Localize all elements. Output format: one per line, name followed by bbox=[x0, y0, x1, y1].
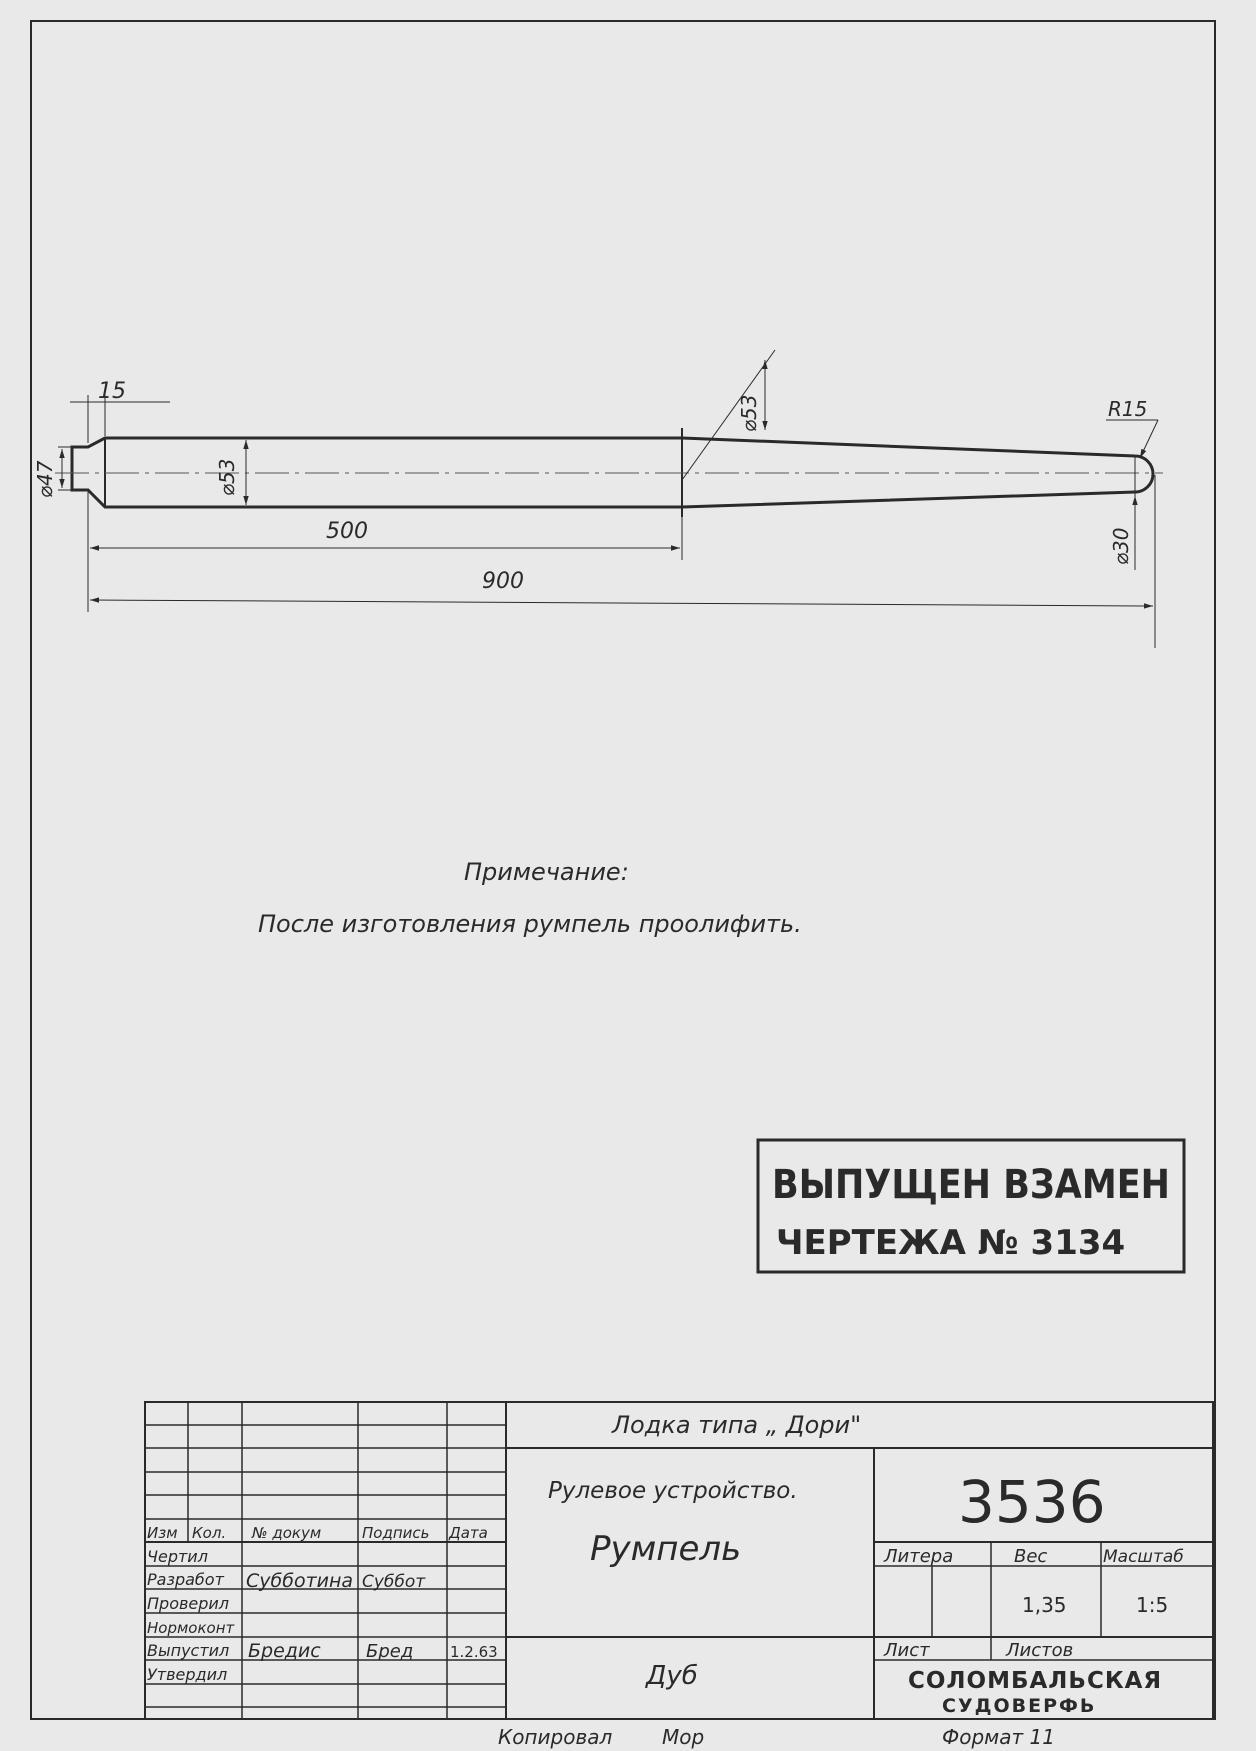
note-block bbox=[258, 858, 802, 938]
part-name: Румпель bbox=[590, 1529, 742, 1569]
tiller-view bbox=[33, 350, 1163, 648]
project-name: Лодка типа „ Дори" bbox=[612, 1411, 862, 1439]
dim-tip-radius-label: R15 bbox=[1108, 397, 1148, 421]
role-normokontrol: Нормоконт bbox=[147, 1619, 235, 1637]
footer bbox=[498, 1725, 1055, 1749]
header-sign: Подпись bbox=[362, 1524, 430, 1542]
header-date: Дата bbox=[449, 1524, 488, 1542]
org-line-1: СОЛОМБАЛЬСКАЯ bbox=[908, 1668, 1163, 1694]
copied-by-signature: Мор bbox=[662, 1725, 705, 1749]
role-utverdil: Утвердил bbox=[147, 1665, 228, 1684]
issuer-name: Бредис bbox=[248, 1640, 321, 1662]
litera-label: Литера bbox=[884, 1546, 954, 1567]
role-vypustil: Выпустил bbox=[147, 1641, 230, 1660]
dim-shaft-diameter-label: ⌀53 bbox=[215, 458, 239, 496]
weight-label: Вес bbox=[1014, 1546, 1048, 1567]
weight-value: 1,35 bbox=[1022, 1593, 1067, 1617]
role-razrabotal: Разработ bbox=[147, 1570, 224, 1589]
role-proveril: Проверил bbox=[147, 1594, 230, 1613]
copied-by-label: Копировал bbox=[498, 1725, 613, 1749]
sheets-label: Листов bbox=[1006, 1640, 1074, 1661]
dim-53b-leader bbox=[682, 350, 775, 480]
dim-end-diameter-label: ⌀47 bbox=[33, 460, 57, 498]
stamp-line-2: ЧЕРТЕЖА № 3134 bbox=[776, 1223, 1126, 1263]
org-line-2: СУДОВЕРФЬ bbox=[942, 1695, 1097, 1717]
note-heading: Примечание: bbox=[464, 858, 629, 886]
dim-taper-diameter-label: ⌀53 bbox=[737, 394, 761, 432]
issue-date: 1.2.63 bbox=[450, 1643, 498, 1661]
drawing-number: 3536 bbox=[958, 1468, 1106, 1536]
replacement-stamp bbox=[758, 1140, 1184, 1272]
dim-900-line bbox=[90, 600, 1153, 606]
dim-total-length-label: 900 bbox=[482, 569, 524, 594]
format-label: Формат 11 bbox=[942, 1725, 1055, 1749]
title-block bbox=[145, 1402, 1213, 1719]
developer-name: Субботина bbox=[246, 1570, 354, 1592]
header-izm: Изм bbox=[147, 1524, 178, 1542]
dim-tip-diameter-label: ⌀30 bbox=[1109, 527, 1133, 565]
assembly-name: Рулевое устройство. bbox=[548, 1478, 798, 1504]
scale-value: 1:5 bbox=[1136, 1593, 1169, 1617]
dim-chamfer-label: 15 bbox=[98, 379, 126, 404]
developer-signature: Суббот bbox=[362, 1572, 426, 1592]
stamp-line-1: ВЫПУЩЕН ВЗАМЕН bbox=[772, 1162, 1170, 1208]
material: Дуб bbox=[646, 1661, 698, 1691]
dim-r15-leader bbox=[1140, 420, 1158, 458]
sheet-label: Лист bbox=[884, 1640, 930, 1661]
header-kol: Кол. bbox=[192, 1524, 227, 1542]
note-text: После изготовления румпель проолифить. bbox=[258, 910, 802, 938]
issuer-signature: Бред bbox=[366, 1641, 414, 1662]
scale-label: Масштаб bbox=[1103, 1547, 1184, 1567]
role-chertil: Чертил bbox=[147, 1547, 208, 1566]
dim-shaft-length-label: 500 bbox=[326, 519, 368, 544]
header-doc: № докум bbox=[252, 1524, 322, 1542]
